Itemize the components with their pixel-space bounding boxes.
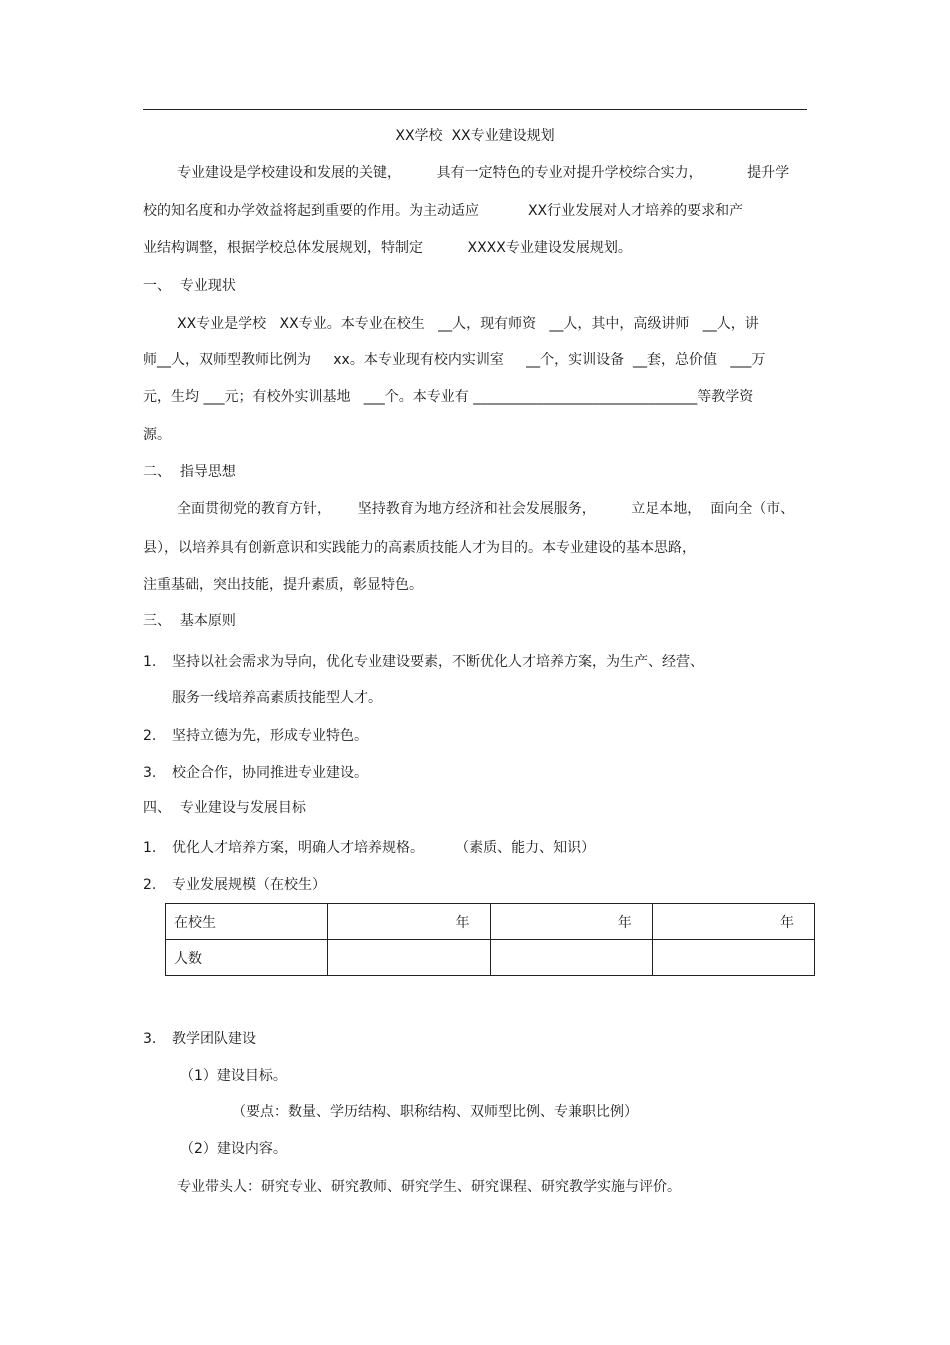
goal-3-text: 教学团队建设 bbox=[172, 1031, 256, 1047]
goal-1-text: 优化人才培养方案，明确人才培养规格。 （素质、能力、知识） bbox=[172, 840, 596, 856]
header-rule bbox=[143, 109, 807, 110]
principle-1-continuation: 服务一线培养高素质技能型人才。 bbox=[172, 690, 382, 706]
principle-1-text: 坚持以社会需求为导向，优化专业建设要素，不断优化人才培养方案，为生产、经营、 bbox=[172, 654, 704, 670]
table-cell bbox=[328, 940, 490, 976]
intro-line-2: 校的知名度和办学效益将起到重要的作用。为主动适应 XX行业发展对人才培养的要求和产 bbox=[143, 203, 744, 219]
section-2-line-1: 全面贯彻党的教育方针， 坚持教育为地方经济和社会发展服务， 立足本地， 面向全（市、 bbox=[177, 501, 795, 517]
table-cell: 人数 bbox=[166, 940, 328, 976]
section-1-line-2: 师__人，双师型教师比例为 xx。本专业现有校内实训室 __个，实训设备 __套，总价值 ___万 bbox=[143, 352, 766, 368]
goal-2-text: 专业发展规模（在校生） bbox=[172, 877, 326, 893]
section-1-line-3: 元，生均 ___元；有校外实训基地 ___个。本专业有 ________________________________等教学资 bbox=[143, 389, 754, 405]
section-2-heading: 二、 指导思想 bbox=[143, 464, 236, 480]
goal-3-number: 3. bbox=[143, 1031, 157, 1047]
principle-1-number: 1. bbox=[143, 654, 157, 670]
section-1-heading: 一、 专业现状 bbox=[143, 278, 236, 294]
table-row bbox=[166, 904, 815, 940]
goal-1-number: 1. bbox=[143, 840, 157, 856]
table-cell: 在校生 bbox=[166, 904, 328, 940]
section-1-line-1: XX专业是学校 XX专业。本专业在校生 __人，现有师资 __人，其中，高级讲师 __人，讲 bbox=[177, 316, 759, 332]
section-4-heading: 四、 专业建设与发展目标 bbox=[143, 800, 306, 816]
intro-line-3: 业结构调整，根据学校总体发展规划，特制定 XXXX专业建设发展规划。 bbox=[143, 240, 632, 256]
section-3-heading: 三、 基本原则 bbox=[143, 613, 236, 629]
goal-3-sub1: （1）建设目标。 bbox=[180, 1068, 287, 1084]
table-cell bbox=[652, 940, 814, 976]
goal-3-sub2-text: 专业带头人：研究专业、研究教师、研究学生、研究课程、研究教学实施与评价。 bbox=[177, 1179, 681, 1195]
principle-2-number: 2. bbox=[143, 728, 157, 744]
principle-3-text: 校企合作，协同推进专业建设。 bbox=[172, 765, 368, 781]
document-title: XX学校 XX专业建设规划 bbox=[395, 128, 555, 144]
table-cell: 年 bbox=[328, 904, 490, 940]
table-cell: 年 bbox=[490, 904, 652, 940]
goal-3-sub2: （2）建设内容。 bbox=[180, 1141, 287, 1157]
table-cell bbox=[490, 940, 652, 976]
section-1-line-4: 源。 bbox=[143, 427, 171, 443]
intro-line-1: 专业建设是学校建设和发展的关键， 具有一定特色的专业对提升学校综合实力， 提升学 bbox=[177, 165, 790, 181]
principle-3-number: 3. bbox=[143, 765, 157, 781]
section-2-line-3: 注重基础，突出技能，提升素质，彰显特色。 bbox=[143, 577, 423, 593]
table-cell: 年 bbox=[652, 904, 814, 940]
section-2-line-2: 县），以培养具有创新意识和实践能力的高素质技能人才为目的。本专业建设的基本思路， bbox=[143, 540, 696, 556]
enrollment-table bbox=[165, 903, 815, 976]
principle-2-text: 坚持立德为先，形成专业特色。 bbox=[172, 728, 368, 744]
table-row bbox=[166, 940, 815, 976]
goal-2-number: 2. bbox=[143, 877, 157, 893]
goal-3-sub1-note: （要点：数量、学历结构、职称结构、双师型比例、专兼职比例） bbox=[232, 1104, 638, 1120]
